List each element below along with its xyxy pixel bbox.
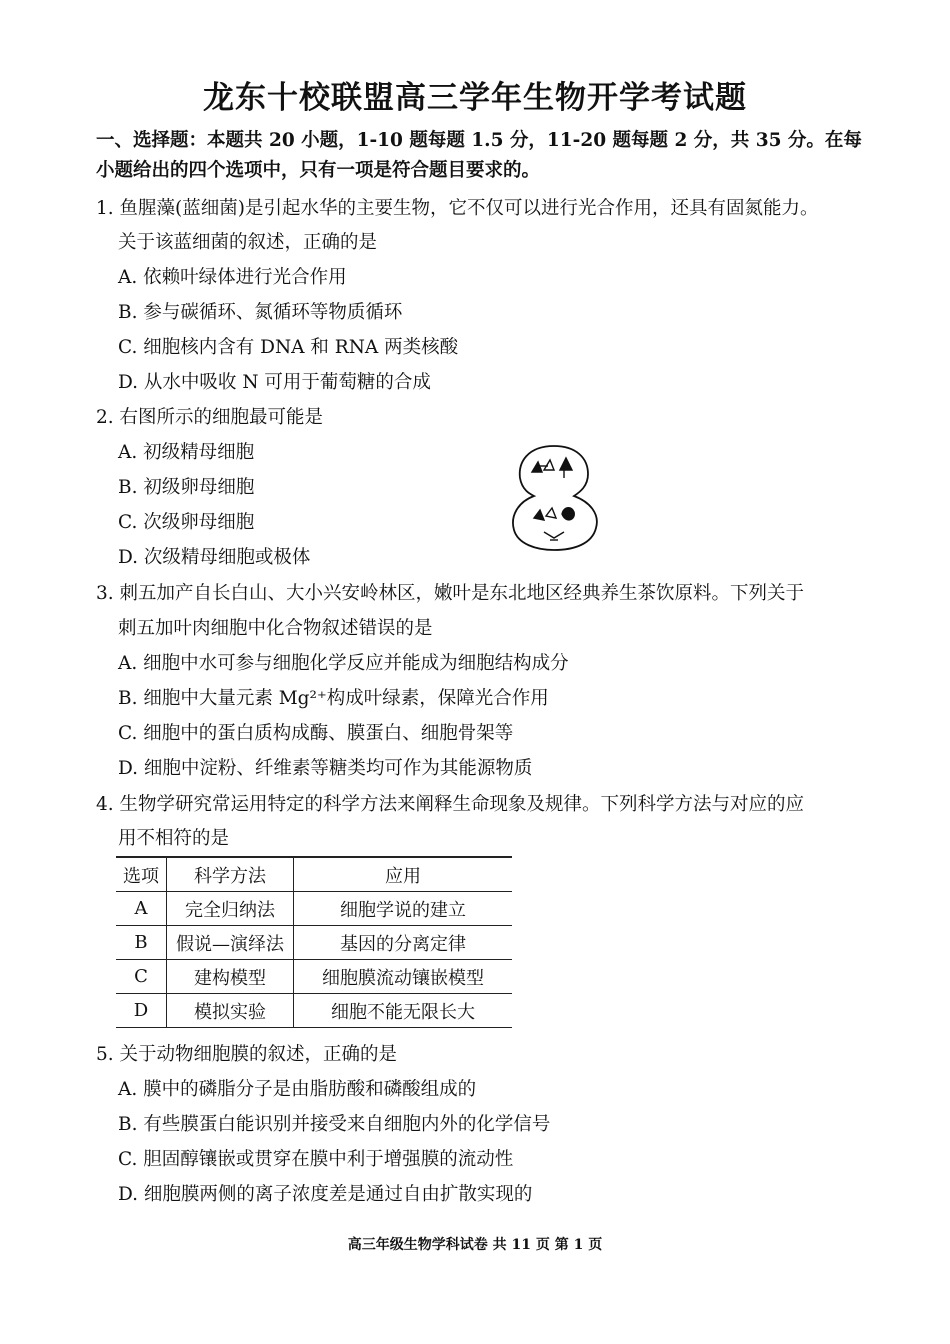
page-footer: 高三年级生物学科试卷 共 11 页 第 1 页 bbox=[347, 1237, 603, 1253]
q4-stem: 4. 生物学研究常运用特定的科学方法来阐释生命现象及规律。下列科学方法与对应的应 bbox=[96, 794, 805, 815]
q5-stem: 5. 关于动物细胞膜的叙述，正确的是 bbox=[96, 1044, 398, 1065]
table-cell: 细胞学说的建立 bbox=[294, 892, 513, 926]
table-cell: B bbox=[116, 926, 167, 960]
table-cell: 完全归纳法 bbox=[167, 892, 294, 926]
q4-stem-cont: 用不相符的是 bbox=[118, 828, 230, 849]
q2-option-a: A. 初级精母细胞 bbox=[118, 442, 255, 463]
q3-stem-cont: 刺五加叶肉细胞中化合物叙述错误的是 bbox=[118, 618, 433, 639]
q3-option-d: D. 细胞中淀粉、纤维素等糖类均可作为其能源物质 bbox=[118, 758, 533, 779]
q2-stem: 2. 右图所示的细胞最可能是 bbox=[96, 407, 324, 428]
table-cell: 细胞不能无限长大 bbox=[294, 994, 513, 1028]
dividing-cell-icon bbox=[504, 440, 604, 552]
table-header-cell: 科学方法 bbox=[167, 857, 294, 892]
q1-stem-cont: 关于该蓝细菌的叙述，正确的是 bbox=[118, 232, 378, 253]
q1-option-b: B. 参与碳循环、氮循环等物质循环 bbox=[118, 302, 403, 323]
q2-option-c: C. 次级卵母细胞 bbox=[118, 512, 255, 533]
table-cell: 细胞膜流动镶嵌模型 bbox=[294, 960, 513, 994]
q5-option-b: B. 有些膜蛋白能识别并接受来自细胞内外的化学信号 bbox=[118, 1114, 551, 1135]
table-cell: 假说—演绎法 bbox=[167, 926, 294, 960]
q1-option-d: D. 从水中吸收 N 可用于葡萄糖的合成 bbox=[118, 372, 431, 393]
table-cell: A bbox=[116, 892, 167, 926]
table-header-row bbox=[116, 857, 512, 892]
table-header-cell: 选项 bbox=[116, 857, 167, 892]
table-row bbox=[116, 926, 512, 960]
q2-option-d: D. 次级精母细胞或极体 bbox=[118, 547, 311, 568]
section-header: 一、选择题：本题共 20 小题，1-10 题每题 1.5 分，11-20 题每题 2 分，共 35 分。在每 bbox=[96, 130, 862, 151]
q3-option-b: B. 细胞中大量元素 Mg²⁺构成叶绿素，保障光合作用 bbox=[118, 688, 549, 709]
q1-stem: 1. 鱼腥藻(蓝细菌)是引起水华的主要生物，它不仅可以进行光合作用，还具有固氮能力。 bbox=[96, 198, 819, 219]
q5-option-d: D. 细胞膜两侧的离子浓度差是通过自由扩散实现的 bbox=[118, 1184, 533, 1205]
table-cell: C bbox=[116, 960, 167, 994]
q1-option-a: A. 依赖叶绿体进行光合作用 bbox=[118, 267, 347, 288]
exam-title: 龙东十校联盟高三学年生物开学考试题 bbox=[203, 80, 747, 116]
table-row bbox=[116, 994, 512, 1028]
q1-option-c: C. 细胞核内含有 DNA 和 RNA 两类核酸 bbox=[118, 337, 459, 358]
q3-option-c: C. 细胞中的蛋白质构成酶、膜蛋白、细胞骨架等 bbox=[118, 723, 514, 744]
table-cell: 模拟实验 bbox=[167, 994, 294, 1028]
table-header-cell: 应用 bbox=[294, 857, 513, 892]
q5-option-c: C. 胆固醇镶嵌或贯穿在膜中利于增强膜的流动性 bbox=[118, 1149, 514, 1170]
section-header-cont: 小题给出的四个选项中，只有一项是符合题目要求的。 bbox=[96, 160, 541, 181]
q5-option-a: A. 膜中的磷脂分子是由脂肪酸和磷酸组成的 bbox=[118, 1079, 477, 1100]
q3-stem: 3. 刺五加产自长白山、大小兴安岭林区，嫩叶是东北地区经典养生茶饮原料。下列关于 bbox=[96, 583, 805, 604]
q3-option-a: A. 细胞中水可参与细胞化学反应并能成为细胞结构成分 bbox=[118, 653, 569, 674]
methods-table bbox=[116, 856, 512, 1028]
table-cell: 基因的分离定律 bbox=[294, 926, 513, 960]
table-row bbox=[116, 892, 512, 926]
q2-option-b: B. 初级卵母细胞 bbox=[118, 477, 255, 498]
table-cell: 建构模型 bbox=[167, 960, 294, 994]
table-row bbox=[116, 960, 512, 994]
table-cell: D bbox=[116, 994, 167, 1028]
